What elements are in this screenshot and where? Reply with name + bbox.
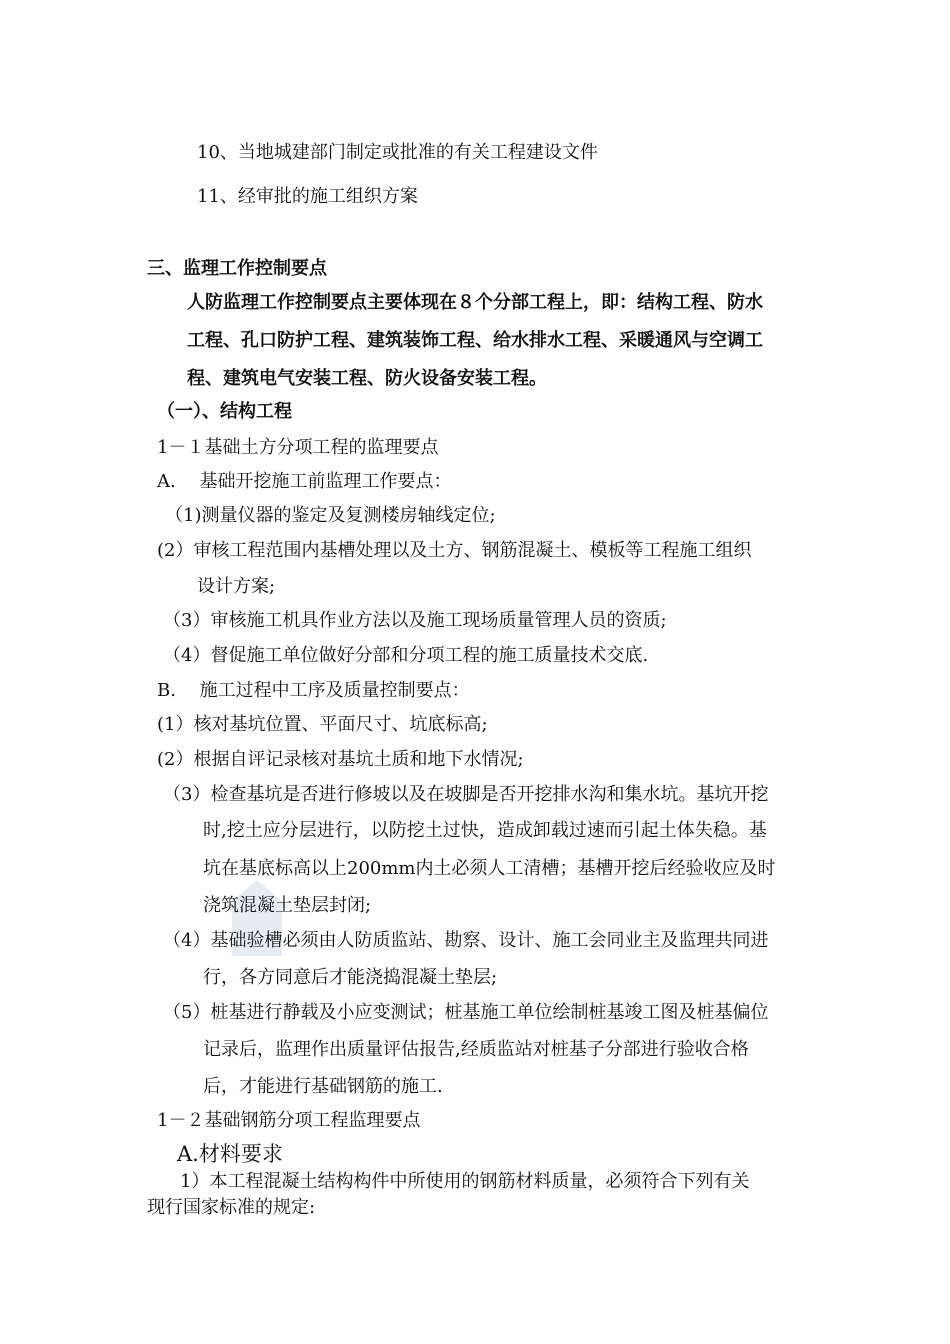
- document-line: 1－１基础土方分项工程的监理要点: [157, 437, 439, 458]
- subsection-heading: （一）、结构工程: [157, 401, 292, 422]
- document-line: 坑在基底标高以上200mm内土必须人工清槽；基槽开挖后经验收应及时: [203, 858, 776, 879]
- document-line: （4）督促施工单位做好分部和分项工程的施工质量技术交底.: [163, 645, 649, 666]
- document-line: (2）审核工程范围内基槽处理以及土方、钢筋混凝土、模板等工程施工组织: [157, 540, 752, 561]
- document-line: 浇筑混凝土垫层封闭;: [203, 895, 372, 916]
- document-line: 现行国家标准的规定:: [147, 1197, 316, 1218]
- document-line: 行，各方同意后才能浇捣混凝土垫层;: [203, 967, 498, 988]
- document-line: 程、建筑电气安装工程、防火设备安装工程。: [187, 368, 547, 389]
- document-line: 时,挖土应分层进行，以防挖土过快，造成卸载过速而引起土体失稳。基: [203, 820, 767, 841]
- document-line: （3）检查基坑是否进行修坡以及在坡脚是否开挖排水沟和集水坑。基坑开挖: [163, 784, 769, 805]
- document-line: 10、当地城建部门制定或批准的有关工程建设文件: [197, 142, 598, 163]
- document-line: A.材料要求: [177, 1142, 283, 1166]
- document-line: 1）本工程混凝土结构构件中所使用的钢筋材料质量，必须符合下列有关: [180, 1171, 750, 1192]
- document-line: 1－２基础钢筋分项工程监理要点: [157, 1110, 421, 1131]
- document-line: （5）桩基进行静载及小应变测试；桩基施工单位绘制桩基竣工图及桩基偏位: [163, 1002, 769, 1023]
- document-line: 记录后，监理作出质量评估报告,经质监站对桩基子分部进行验收合格: [203, 1039, 749, 1060]
- document-line: B. 施工过程中工序及质量控制要点：: [157, 680, 470, 701]
- document-line: 工程、孔口防护工程、建筑装饰工程、给水排水工程、采暖通风与空调工: [187, 330, 763, 351]
- document-line: 设计方案;: [197, 576, 276, 597]
- document-line: 11、经审批的施工组织方案: [197, 186, 418, 207]
- document-line: 后，才能进行基础钢筋的施工.: [203, 1076, 443, 1097]
- document-line: A. 基础开挖施工前监理工作要点：: [157, 471, 452, 492]
- document-line: (2）根据自评记录核对基坑土质和地下水情况;: [157, 749, 524, 770]
- document-line: （1)测量仪器的鉴定及复测楼房轴线定位;: [165, 505, 496, 526]
- document-line: （4）基础验槽必须由人防质监站、勘察、设计、施工会同业主及监理共同进: [163, 930, 769, 951]
- section-heading: 三、监理工作控制要点: [147, 258, 327, 279]
- document-line: （3）审核施工机具作业方法以及施工现场质量管理人员的资质;: [163, 610, 667, 631]
- document-line: 人防监理工作控制要点主要体现在８个分部工程上，即：结构工程、防水: [187, 292, 763, 313]
- document-line: (1）核对基坑位置、平面尺寸、坑底标高;: [157, 714, 488, 735]
